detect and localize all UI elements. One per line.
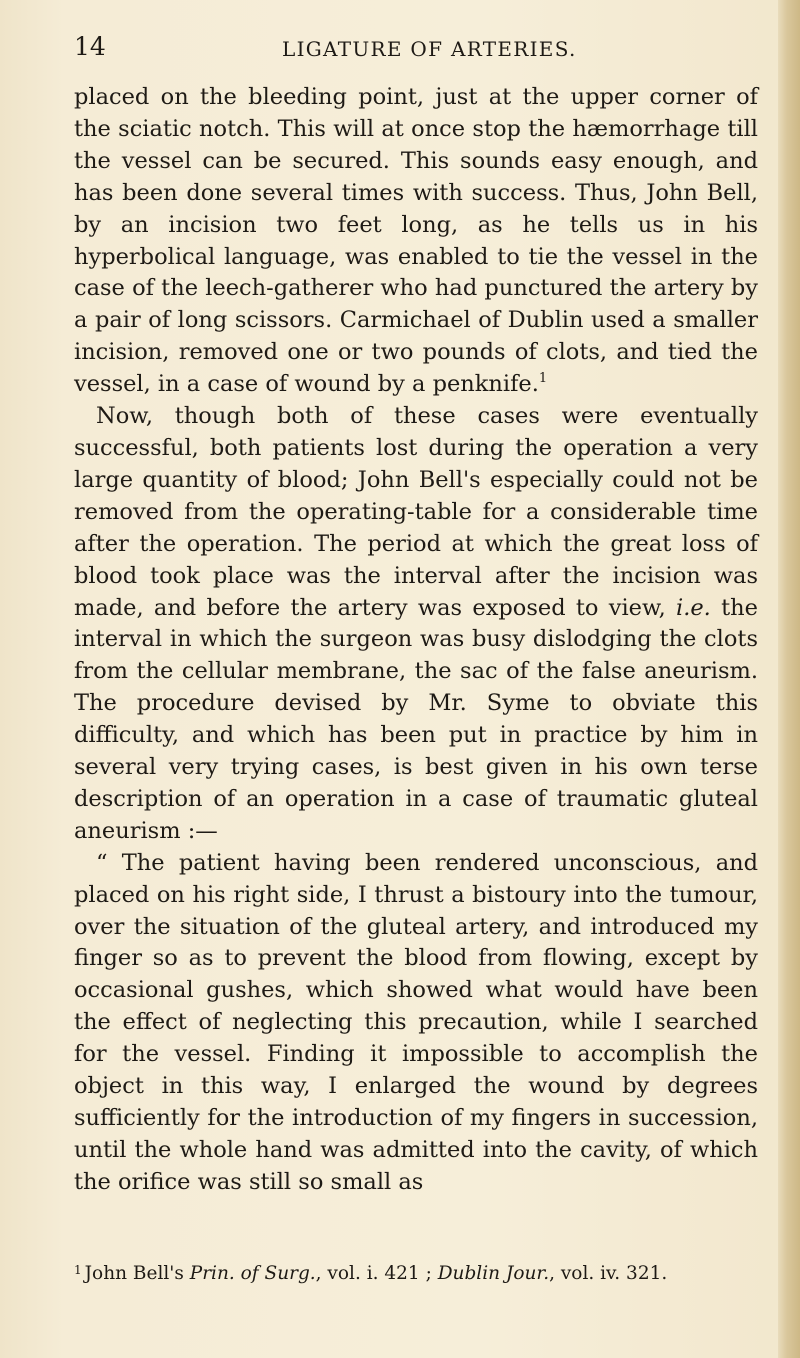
paragraph-3: [74, 848, 758, 1199]
footnote-work-2: Dublin Jour.: [437, 1263, 550, 1284]
paragraph-3-text: “ The patient having been rendered unconscious, and placed on his right side, I thrust a bistoury into the tumour, over the situation of the gluteal artery, and introduced my finger so as to prevent the blood from flowing, except by occasional gushes, which showed what would have been the effect of neglecting this precaution, while I searched for the vessel. Finding it impossible to accomplish the object in this way, I enlarged the wound by degrees sufficiently for the introduction of my fingers in succession, until the whole hand was admitted into the cavity, of which the orifice was still so small as: [74, 849, 758, 1195]
paragraph-2-ie: i.e.: [676, 594, 711, 621]
footnote: [74, 1257, 758, 1287]
page-number: 14: [74, 32, 106, 61]
paragraph-2: [74, 401, 758, 848]
paragraph-2-text-a: Now, though both of these cases were eventually successful, both patients lost during the operation a very large quantity of blood; John Bell's especially could not be removed from the operating-table for a considerable time after the operation. The period at which the great loss of blood took place was the interval after the incision was made, and before the artery was exposed to view,: [74, 403, 758, 621]
paragraph-1-text: placed on the bleeding point, just at the upper corner of the sciatic notch. This will at once stop the hæmorrhage till the vessel can be secured. This sounds easy enough, and has been done several times with success. Thus, John Bell, by an incision two feet long, as he tells us in his hyperbolical language, was enabled to tie the vessel in the case of the leech-gatherer who had punctured the artery by a pair of long scissors. Carmichael of Dublin used a smaller incision, removed one or two pounds of clots, and tied the vessel, in a case of wound by a penknife.: [74, 84, 758, 398]
page-header: [74, 30, 758, 64]
running-head: LIGATURE OF ARTERIES.: [282, 37, 577, 61]
footnote-ref: 1: [538, 371, 548, 387]
footnote-work-1: Prin. of Surg.: [189, 1263, 316, 1284]
footnote-mark: 1: [74, 1263, 82, 1277]
paragraph-2-text-b: the interval in which the surgeon was busy dislodging the clots from the cellular membrane, the sac of the false aneurism. The procedure devised by Mr. Syme to obviate this difficulty, and which has been put in practice by him in several very trying cases, is best given in his own terse description of an operation in a case of traumatic gluteal aneurism :—: [74, 594, 758, 844]
page-edge: [778, 0, 800, 1358]
footnote-text-a: John Bell's: [84, 1263, 184, 1284]
paragraph-1: [74, 82, 758, 401]
footnote-text-b: , vol. i. 421 ;: [315, 1263, 432, 1284]
footnote-text-c: , vol. iv. 321.: [549, 1263, 668, 1284]
body-text: [74, 82, 758, 1199]
